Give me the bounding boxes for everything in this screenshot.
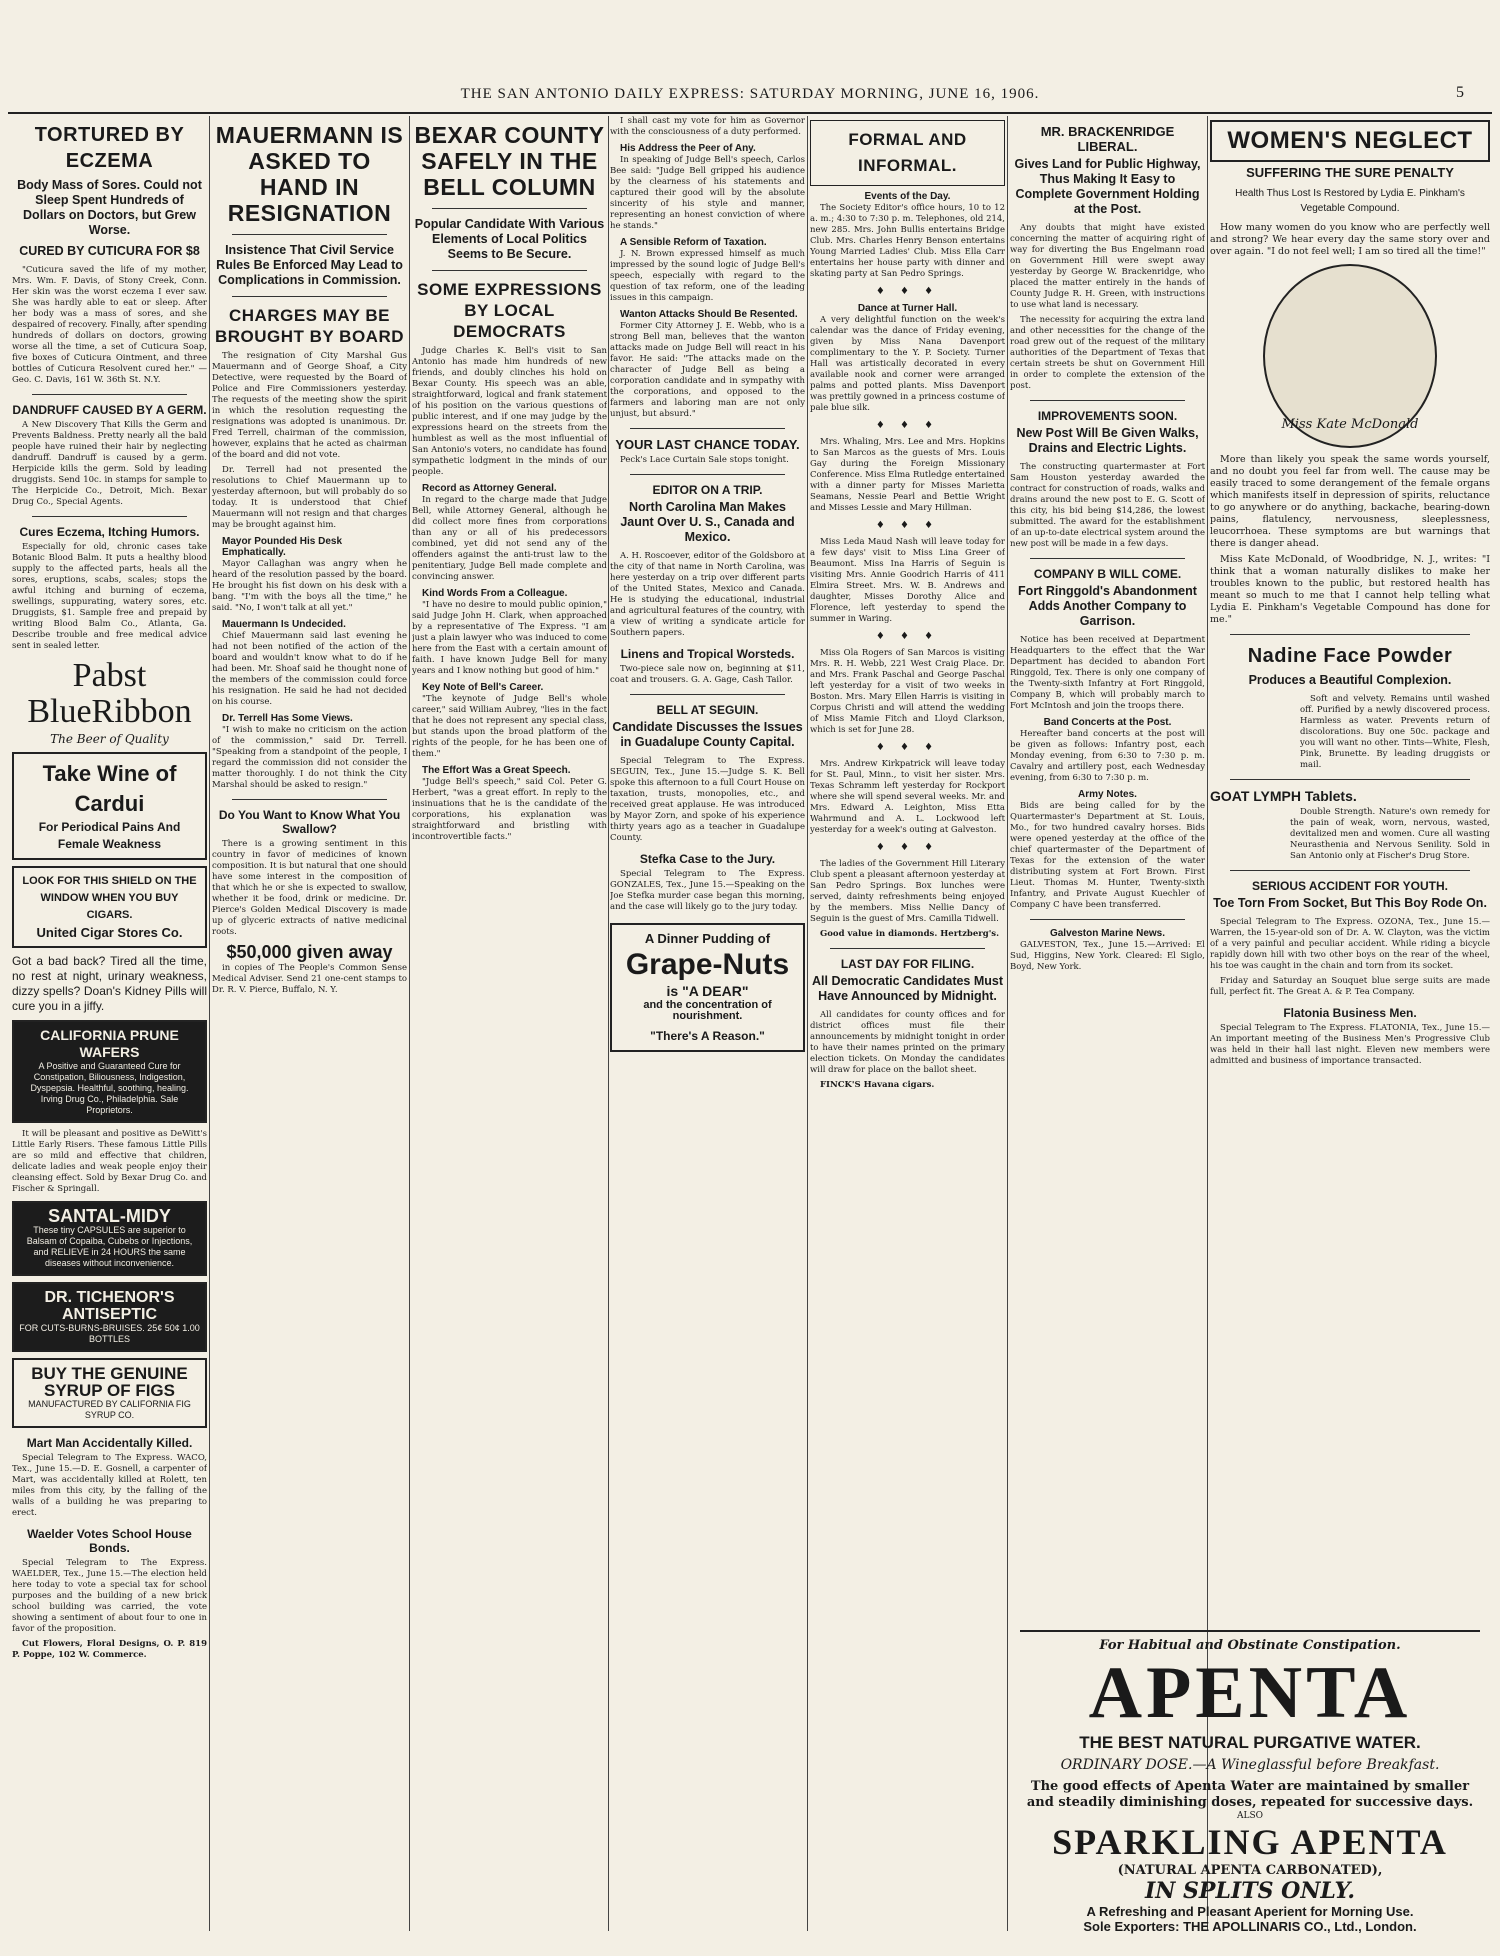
bexar-subhead: Popular Candidate With Various Elements of Local Politics Seems to Be Secure.: [414, 217, 605, 261]
dance-body: A very delightful function on the week's calendar was the dance of Friday evening, given by Miss Nana Davenport complimentary to the Y. P. Society. Turner Hall was artistically decorated in every available nook and corner were arranged palms and potted plants. Miss Davenport was prettily gowned in a princess costume of pale blue silk.: [810, 315, 1005, 413]
column-5: [810, 116, 1005, 1931]
santal-title: SANTAL-MIDY: [48, 1206, 171, 1226]
army-body: Bids are being called for by the Quartermaster's Department at St. Louis, Mo., for two hundred cavalry horses. Bids were opened yesterday at the office of the chief quartermaster of the Department of Texas for the extension of the water distributing system at Fort Brown. First Lieut. Thomas M. Hunter, Twenty-sixth Infantry, and Private August Kuechler of Company C have been transferred.: [1010, 801, 1205, 910]
taxation-subhead: A Sensible Reform of Taxation.: [620, 237, 767, 248]
improvements-body: The constructing quartermaster at Fort Sam Houston yesterday awarded the contract for construction of roads, walks and drains around the new post to E. G. Scott of this city, his bid being $14,286, the lowest submitted. The award for the establishment of an up-to-date electrical system around the new post will be made in a few days.: [1010, 462, 1205, 549]
seguin-body: Special Telegram to The Express. SEGUIN, Tex., June 15.—Judge S. K. Bell spoke this afternoon to a full Court House on taxation, trusts, monopolies, etc., and received great applause. He was introduced by Mayor Zorn, and spoke of his experience thirty years ago as a teacher in Guadalupe County.: [610, 756, 805, 843]
apenta-body: The good effects of Apenta Water are maintained by smaller and steadily diminishing doses, repeated for successive days.: [1026, 1779, 1474, 1810]
apenta-dose: ORDINARY DOSE.—A Wineglassful before Breakfast.: [1060, 1757, 1440, 1773]
undecided-subhead: Mauermann Is Undecided.: [222, 619, 346, 630]
florist-ad: Cut Flowers, Floral Designs, O. P. 819 P. Poppe, 102 W. Commerce.: [12, 1639, 207, 1660]
society-body-4: Mrs. Andrew Kirkpatrick will leave today for St. Paul, Minn., to visit her sister. Mrs. Texas Schramm left yesterday for Rockport where she will spend several weeks. Mr. and Mrs. Edward A. Leighton, Miss Etta Wahrmund and A. L. Lockwood left yesterday for a week's outing at Galveston.: [810, 759, 1005, 835]
youth-body: Special Telegram to The Express. OZONA, Tex., June 15.—Warren, the 15-year-old son of Dr. A. W. Clayton, was the victim of a very painful and peculiar accident. While riding a bicycle rapidly down hill with two other boys on the rear of the wheel, his toe was caught in the chain and torn from its socket.: [1210, 917, 1490, 971]
pinkham-body-3: Miss Kate McDonald, of Woodbridge, N. J., writes: "I think that a woman naturally dislikes to make her troubles known to the public, but restored health has meant so much to me that I cannot help telling what Lydia E. Pinkham's Vegetable Compound has done for me.": [1210, 554, 1490, 625]
cardui-title: Take Wine of Cardui: [42, 761, 177, 816]
society-body-3: Miss Ola Rogers of San Marcos is visiting Mrs. R. H. Webb, 221 West Craig Place. Dr. and Mrs. Frank Paschal and George Paschal left yesterday for a visit of two weeks in Boston. Mrs. Mary Ellen Harris is visiting in Corpus Christi and will attend the wedding of Miss Mamie Fitch and Lloyd Clarkson, which is set for June 28.: [810, 648, 1005, 735]
divider: [830, 948, 985, 949]
pinkham-header-box: [1210, 120, 1490, 162]
record-subhead: Record as Attorney General.: [422, 483, 557, 494]
santal-midy-ad: [12, 1201, 207, 1276]
pinkham-subhead-2: Health Thus Lost Is Restored by Lydia E. Pinkham's Vegetable Compound.: [1235, 188, 1465, 214]
cigar-store-ad: [12, 866, 207, 948]
pinkham-body-2: More than likely you speak the same words yourself, and no doubt you feel far from well. The cause may be easily traced to some derangement of the female organs which manifests itself in depression of spirits, reluctance to go anywhere or do anything, backache, bearing-down pains, flatulency, nervousness, sleeplessness, leucorrhoea. These symptoms are but warnings that there is danger ahead.: [1210, 454, 1490, 549]
keynote-subhead: Key Note of Bell's Career.: [422, 682, 544, 693]
column-2: [212, 116, 407, 1931]
divider: [232, 296, 387, 297]
brackenridge-body-2: The necessity for acquiring the extra land and other necessities for the change of the road grew out of the request of the military authorities of the Department of Texas that certain streets be shut on Government Hill in order to complete the extension of the post.: [1010, 315, 1205, 391]
pierce-ad-headline: Do You Want to Know What You Swallow?: [218, 808, 401, 836]
goat-lymph-body: Double Strength. Nature's own remedy for the pain of weak, worn, nervous, wasted, devitalized men and women. Cure all wasting Neurasthenia and Nervous Senility. Sold in San Antonio only at Fischer's Drug Store.: [1290, 807, 1490, 861]
society-body-5: The ladies of the Government Hill Literary Club spent a pleasant afternoon yesterday at San Pedro Springs. Box lunches were served, dainty refreshments being enjoyed by the members. Miss Nellie Dancy of Seguin is the guest of Mrs. Camilla Tidwell.: [810, 859, 1005, 924]
ornament: ♦ ♦ ♦: [875, 842, 940, 853]
divider: [1030, 919, 1185, 920]
apenta-splits: IN SPLITS ONLY.: [1144, 1878, 1356, 1904]
divider: [1230, 634, 1470, 635]
linens-body: Two-piece sale now on, beginning at $11, coat and trousers. G. A. Gage, Cash Tailor.: [610, 664, 805, 685]
stefka-headline: Stefka Case to the Jury.: [639, 852, 776, 866]
bexar-body-2: In regard to the charge made that Judge Bell, while Attorney General, although he did collect more fines from corporations than any or all of his predecessors combined, yet did not send any of the offenders against the anti-trust law to the penitentiary, Judge Bell made complete and convincing answer.: [412, 495, 607, 582]
band-body: Hereafter band concerts at the post will be given as follows: Infantry post, each Monday evening, from 6:30 to 7:30 p. m. Cavalry and artillery post, each Wednesday evening, from 6:30 to 7:30 p. m.: [1010, 729, 1205, 783]
divider: [1230, 779, 1470, 780]
masthead-rule: [8, 112, 1492, 114]
divider: [630, 428, 785, 429]
column-1: [12, 116, 207, 1931]
brackenridge-headline: MR. BRACKENRIDGE LIBERAL.: [1040, 124, 1175, 154]
filing-subhead: All Democratic Candidates Must Have Announced by Midnight.: [812, 974, 1004, 1003]
column-divider: [1007, 116, 1008, 1931]
cigar-store-name: United Cigar Stores Co.: [36, 925, 183, 940]
sparkling-apenta-title: SPARKLING APENTA: [1052, 1822, 1448, 1862]
grape-nuts-line-3: and the concentration of nourishment.: [643, 999, 772, 1022]
santal-body: These tiny CAPSULES are superior to Balsam of Copaiba, Cubebs or Injections, and RELIEVE in 24 HOURS the same diseases without inconvenience.: [26, 1225, 193, 1268]
mauermann-body-3: Mayor Callaghan was angry when he heard of the resolution passed by the board. He brought his fist down on his desk with a bang. "I'm with the boys all the time," he said. "No, I won't talk at all yet.": [212, 559, 407, 613]
band-subhead: Band Concerts at the Post.: [1043, 717, 1172, 728]
mauermann-body-5: "I wish to make no criticism on the action of the commission," said Dr. Terrell. "Speaking from a standpoint of the people, I regard the commission did not consider the matter thoroughly. I do not think the City Marshal should be asked to resign.": [212, 725, 407, 790]
colleague-subhead: Kind Words From a Colleague.: [422, 588, 568, 599]
ringgold-body: Notice has been received at Department Headquarters to the effect that the War Department has decided to abandon Fort Ringgold, Tex. There is only one company of the Twenty-sixth Infantry at Fort Ringgold, Company B, which will probably march to Fort McIntosh and join the troops there.: [1010, 635, 1205, 711]
ringgold-subhead: Fort Ringgold's Abandonment Adds Another Company to Garrison.: [1018, 584, 1197, 628]
flatonia-body: Special Telegram to The Express. FLATONIA, Tex., June 15.—An important meeting of the Business Men's Progressive Club was held in their hall last night. Eleven new members were admitted and business of importance transacted.: [1210, 1023, 1490, 1066]
column-4: [610, 116, 805, 1931]
dandruff-headline: DANDRUFF CAUSED BY A GERM.: [12, 403, 207, 417]
cuticura-body: "Cuticura saved the life of my mother, Mrs. Wm. F. Davis, of Stony Creek, Conn. Her skin was the worst eczema I ever saw. She was hardly able to eat or sleep. After her body was a mass of sores, and she despaired of recovery. Finally, after spending hundreds of dollars on doctors, growing worse all the time, a set of Cuticura Soap, five boxes of Cuticura Ointment, and three bottles of Cuticura Resolvent cured her." — Geo. C. Davis, 161 W. 36th St. N.Y.: [12, 265, 207, 385]
column-3: [412, 116, 607, 1931]
bexar-headline: BEXAR COUNTY SAFELY IN THE BELL COLUMN: [414, 122, 605, 200]
tea-company-ad: Friday and Saturday an Souquet blue serge suits are made full, perfect fit. The Great A. & P. Tea Company.: [1210, 976, 1490, 997]
events-body: The Society Editor's office hours, 10 to 12 a. m.; 4:30 to 7:30 p. m. Telephones, old 214, new 285. Mrs. John Bullis entertains Bridge Club. Mrs. Charles Henry Benson entertains Young Married Ladies' Club. Miss Ella Carr entertains her house party with dinner and skating party at San Pedro Springs.: [810, 203, 1005, 279]
divider: [32, 394, 187, 395]
expressions-headline: SOME EXPRESSIONS BY LOCAL DEMOCRATS: [417, 280, 602, 341]
column-divider: [209, 116, 210, 1931]
cuticura-subhead: CURED BY CUTICURA FOR $8: [19, 244, 200, 258]
mauermann-body-1: The resignation of City Marshal Gus Mauermann and of George Shoaf, a City Detective, were requested by the Board of Police and Fire Commissioners yesterday. The requests of the meeting show the spirit in which the resolution requesting the resignations was adopted is unanimous. Dr. Fred Terrell, chairman of the commission, however, explains that he acted as chairman of the board and did not vote.: [212, 351, 407, 460]
society-header-box: [810, 120, 1005, 186]
column-divider: [807, 116, 808, 1931]
prune-wafers-ad: [12, 1020, 207, 1123]
pabst-ad-title: Pabst BlueRibbon: [27, 657, 192, 730]
ornament: ♦ ♦ ♦: [875, 286, 940, 297]
society-headline: FORMAL AND INFORMAL.: [848, 130, 967, 175]
apenta-carbonated: (NATURAL APENTA CARBONATED),: [1117, 1863, 1383, 1878]
cigar-shield-text: LOOK FOR THIS SHIELD ON THE WINDOW WHEN YOU BUY CIGARS.: [22, 875, 197, 921]
eczema-headline: TORTURED BY ECZEMA: [34, 124, 185, 172]
nadine-body: Soft and velvety. Remains until washed off. Purified by a newly discovered process. Harmless as water. Prevents return of discolorations. Buy one 50c. package and you will want no other. Tints—White, Flesh, Pink, Brunette. By leading druggists or mail.: [1300, 694, 1490, 770]
grape-nuts-title: Grape-Nuts: [625, 948, 790, 981]
bell-body-4: Former City Attorney J. E. Webb, who is a strong Bell man, believes that the wanton attacks made on Judge Bell will react in his favor. He said: "The attacks made on the character of Judge Bell as being a corporation candidate and in sympathy with the corporations, and opposed to the farmers and laboring man are not only unjust, but absurd.": [610, 321, 805, 419]
pabst-ad-slogan: The Beer of Quality: [50, 732, 169, 746]
column-divider: [409, 116, 410, 1931]
apenta-exporters: Sole Exporters: THE APOLLINARIS CO., Ltd., London.: [1083, 1919, 1417, 1934]
filing-body: All candidates for county offices and for district offices must file their announcements by midnight tonight in order to have their names printed on the primary election tickets. On Monday the candidates will draw for place on the ballot sheet.: [810, 1010, 1005, 1075]
bexar-body-1: Judge Charles K. Bell's visit to San Antonio has made him hundreds of new friends, and doubly clinches his hold on Bexar County. His speech was an able, straightforward, logical and frank statement of his position on the various questions of public interest, and if one may judge by the expressions heard on the streets from the humblest as well as the most influential of San Antonio's voters, no candidate has found sympathetic lodgment in the minds of our people.: [412, 346, 607, 477]
dandruff-body: A New Discovery That Kills the Germ and Prevents Baldness. Pretty nearly all the bald people have ruined their hair by neglecting dandruff. Dandruff is caused by a germ. Herpicide kills the germ. Sold by leading druggists. Send 10c. in stamps for sample to The Herpicide Co., Detroit, Mich. Bexar Drug Co., Special Agents.: [12, 420, 207, 507]
grape-nuts-reason: "There's A Reason.": [650, 1029, 765, 1043]
divider: [1030, 400, 1185, 401]
bexar-body-3: "I have no desire to mould public opinion," said Judge John H. Clark, when approached by a representative of The Express. "I am just a plain lawyer who was induced to come here from the East with a certain amount of faith. I have known Judge Bell for many years and I know nothing but good of him.": [412, 600, 607, 676]
portrait-image: [1263, 264, 1437, 448]
tichenor-ad: [12, 1282, 207, 1352]
finck-ad: FINCK'S Havana cigars.: [820, 1080, 935, 1090]
charges-headline: CHARGES MAY BE BROUGHT BY BOARD: [214, 306, 405, 346]
apenta-title: APENTA: [1088, 1652, 1412, 1734]
prune-title: CALIFORNIA PRUNE WAFERS: [40, 1027, 179, 1060]
mauermann-body-2: Dr. Terrell had not presented the resolutions to Chief Mauermann up to yesterday afternoon, but will probably do so today. It is understood that Chief Mauermann will not resign and that charges may be brought against him.: [212, 465, 407, 530]
masthead: [0, 78, 1500, 112]
attacks-subhead: Wanton Attacks Should Be Resented.: [620, 309, 798, 320]
youth-headline: SERIOUS ACCIDENT FOR YOUTH.: [1251, 879, 1448, 893]
bell-body-1: I shall cast my vote for him as Governor with the consciousness of a duty performed.: [610, 116, 805, 137]
balm-headline: Cures Eczema, Itching Humors.: [19, 525, 200, 539]
divider: [232, 799, 387, 800]
company-b-headline: COMPANY B WILL COME.: [1033, 567, 1182, 581]
marine-body: GALVESTON, Tex., June 15.—Arrived: El Sud, Higgins, New York. Cleared: El Siglo, Boyd, New York.: [1010, 940, 1205, 972]
page-number: 5: [1456, 84, 1464, 101]
pierce-ad-body: There is a growing sentiment in this country in favor of medicines of known composition. It is but natural that one should have some interest in the composition of that which he or she is expected to swallow, whether it be food, drink or medicine. Dr. Pierce's Golden Medical Discovery is made up of glyceric extracts of native medicinal roots.: [212, 839, 407, 937]
pierce-ad-body-2: in copies of The People's Common Sense Medical Adviser. Send 21 one-cent stamps to Dr. R. V. Pierce, Buffalo, N. Y.: [212, 963, 407, 995]
apenta-subtitle: THE BEST NATURAL PURGATIVE WATER.: [1079, 1733, 1421, 1752]
ornament: ♦ ♦ ♦: [875, 631, 940, 642]
divider: [1030, 558, 1185, 559]
nadine-headline: Nadine Face Powder: [1247, 645, 1453, 667]
divider: [432, 208, 587, 209]
tichenor-sub: FOR CUTS-BURNS-BRUISES. 25¢ 50¢ 1.00 BOTTLES: [19, 1323, 200, 1344]
divider: [1020, 1630, 1480, 1632]
divider: [32, 516, 187, 517]
column-divider: [608, 116, 609, 1931]
balm-body: Especially for old, chronic cases take Botanic Blood Balm. It puts a healthy blood supply to the affected parts, heals all the sores, eruptions, scabs, scales; stops the awful itching and burning of eczema, swellings, suppurating, watery sores, etc. Druggists, $1. Sample free and prepaid by writing Blood Balm Co., Atlanta, Ga. Describe trouble and free medical advice sent in sealed letter.: [12, 542, 207, 651]
seguin-subhead: Candidate Discusses the Issues in Guadalupe County Capital.: [612, 720, 803, 749]
bexar-body-5: "Judge Bell's speech," said Col. Peter G. Herbert, "was a great effort. In reply to the insinuations that he is the candidate of the corporations, his explanation was straightforward and bristling with incontrovertible facts.": [412, 777, 607, 842]
waelder-body: Special Telegram to The Express. WAELDER, Tex., June 15.—The election held here today to vote a special tax for school purposes and the building of a new brick school building was carried, the vote showing a sentiment of about four to one in favor of the proposition.: [12, 1558, 207, 1634]
ornament: ♦ ♦ ♦: [875, 742, 940, 753]
events-subhead: Events of the Day.: [864, 191, 951, 202]
divider: [630, 694, 785, 695]
editor-body: A. H. Roscoever, editor of the Goldsboro at the city of that name in North Carolina, was here yesterday on a trip over different parts of the United States, Mexico and Canada. He is studying the educational, industrial and agricultural features of the country, with a view of writing a syndicate article for Southern papers.: [610, 551, 805, 638]
army-subhead: Army Notes.: [1078, 789, 1137, 800]
filing-headline: LAST DAY FOR FILING.: [840, 957, 975, 971]
dance-subhead: Dance at Turner Hall.: [857, 303, 958, 314]
address-subhead: His Address the Peer of Any.: [620, 143, 756, 154]
last-chance-headline: YOUR LAST CHANCE TODAY.: [615, 437, 800, 452]
society-body-2: Miss Leda Maud Nash will leave today for a few days' visit to Miss Lina Greer of Beaumont. Miss Ina Harris of Seguin is visiting Mrs. Annie Goodrich Harris of 411 Elmira Street. Mrs. W. B. Andrews and daughter, Misses Dorothy Alice and Florence, left yesterday to spend the summer in Waring.: [810, 537, 1005, 624]
pierce-ad-offer: $50,000 given away: [226, 942, 393, 962]
divider: [1230, 870, 1470, 871]
divider: [232, 234, 387, 235]
pinkham-subhead: SUFFERING THE SURE PENALTY: [1246, 165, 1454, 180]
grape-nuts-line-2: is "A DEAR": [666, 983, 749, 999]
grape-nuts-ad: [610, 923, 805, 1052]
waelder-headline: Waelder Votes School House Bonds.: [27, 1527, 192, 1555]
bell-body-3: J. N. Brown expressed himself as much impressed by the sound logic of Judge Bell's speech, especially with regard to the question of tax reform, one of the leading issues in this campaign.: [610, 249, 805, 303]
editor-headline: EDITOR ON A TRIP.: [652, 483, 763, 497]
youth-subhead: Toe Torn From Socket, But This Boy Rode On.: [1213, 896, 1487, 910]
editor-subhead: North Carolina Man Makes Jaunt Over U. S., Canada and Mexico.: [620, 500, 795, 544]
ornament: ♦ ♦ ♦: [875, 420, 940, 431]
figs-sub: MANUFACTURED BY CALIFORNIA FIG SYRUP CO.: [28, 1399, 191, 1420]
ornament: ♦ ♦ ♦: [875, 520, 940, 531]
column-7: [1210, 116, 1490, 1626]
terrell-subhead: Dr. Terrell Has Some Views.: [222, 713, 353, 724]
seguin-headline: BELL AT SEGUIN.: [656, 703, 759, 717]
mauermann-body-4: Chief Mauermann said last evening he had not been notified of the action of the board and wouldn't know what to do if he had been. Mr. Shoaf said he thought none of the members of the commission could force his resignation. He said he had not decided on his course.: [212, 631, 407, 707]
goat-lymph-headline: GOAT LYMPH Tablets.: [1210, 788, 1357, 804]
mart-headline: Mart Man Accidentally Killed.: [26, 1436, 193, 1450]
portrait-caption: Miss Kate McDonald: [1281, 417, 1419, 432]
dewitt-ad: It will be pleasant and positive as DeWitt's Little Early Risers. These famous Little Pills are so mild and effective that children, delicate ladies and weak people enjoy their cleansing effect. Sold by Bexar Drug Co. and Fischer & Springall.: [12, 1129, 207, 1194]
apenta-aperient: A Refreshing and Pleasant Aperient for Morning Use.: [1086, 1904, 1414, 1919]
pinkham-body-1: How many women do you know who are perfectly well and strong? We hear every day the same story over and over again. "I do not feel well; I am so tired all the time!": [1210, 222, 1490, 257]
bell-body-2: In speaking of Judge Bell's speech, Carlos Bee said: "Judge Bell gripped his audience by the clearness of his statements and captured their good will by the absolute sincerity of his style and manner, representing an honest conviction of where he stands.": [610, 155, 805, 231]
syrup-of-figs-ad: [12, 1358, 207, 1428]
effort-subhead: The Effort Was a Great Speech.: [422, 765, 571, 776]
marine-subhead: Galveston Marine News.: [1049, 928, 1166, 939]
improvements-headline: IMPROVEMENTS SOON.: [1037, 409, 1178, 423]
grape-nuts-line-1: A Dinner Pudding of: [644, 931, 771, 946]
cardui-ad: [12, 752, 207, 860]
pinkham-headline: WOMEN'S NEGLECT: [1227, 127, 1473, 154]
apenta-tagline: For Habitual and Obstinate Constipation.: [1099, 1638, 1401, 1653]
column-6: [1010, 116, 1205, 1626]
cardui-sub: For Periodical Pains And Female Weakness: [38, 820, 181, 851]
stefka-body: Special Telegram to The Express. GONZALES, Tex., June 15.—Speaking on the Joe Stefka murder case began this morning, and the case will likely go to the jury today.: [610, 869, 805, 912]
brackenridge-body-1: Any doubts that might have existed concerning the matter of acquiring right of way for diverting the Bus Engelmann road on Government Hill were swept away yesterday by George W. Brackenridge, who placed the matter entirely in the hands of County Judge R. H. Green, with instructions to use what land is necessary.: [1010, 223, 1205, 310]
tichenor-title: DR. TICHENOR'S ANTISEPTIC: [44, 1289, 175, 1323]
brackenridge-subhead: Gives Land for Public Highway, Thus Making It Easy to Complete Government Holding at the Post.: [1014, 157, 1201, 216]
divider: [432, 270, 587, 271]
linens-headline: Linens and Tropical Worsteds.: [620, 647, 795, 661]
bexar-body-4: "The keynote of Judge Bell's whole career," said William Aubrey, "lies in the fact that he does not represent any special class, but stands upon the broad platform of the rights of the people, for he has been one of them.": [412, 694, 607, 759]
figs-title: BUY THE GENUINE SYRUP OF FIGS: [31, 1364, 188, 1400]
mauermann-subhead: Insistence That Civil Service Rules Be Enforced May Lead to Complications in Commission.: [216, 243, 403, 287]
last-chance-body: Peck's Lace Curtain Sale stops tonight.: [620, 455, 789, 465]
divider: [630, 474, 785, 475]
diamonds-ad: Good value in diamonds. Hertzberg's.: [820, 929, 1000, 939]
apenta-also: ALSO: [1236, 1811, 1264, 1821]
nadine-subhead: Produces a Beautiful Complexion.: [1248, 673, 1452, 687]
masthead-title: THE SAN ANTONIO DAILY EXPRESS: SATURDAY MORNING, JUNE 16, 1906.: [460, 86, 1040, 102]
doan-ad: Got a bad back? Tired all the time, no rest at night, urinary weakness, dizzy spells? Doan's Kidney Pills will cure you in a jiffy.: [12, 954, 207, 1013]
improvements-subhead: New Post Will Be Given Walks, Drains and Electric Lights.: [1016, 426, 1199, 455]
mart-body: Special Telegram to The Express. WACO, Tex., June 15.—D. E. Gosnell, a carpenter of Mart, was accidentally killed at Rolett, ten miles from this city, by the falling of the walls of a building he was preparing to erect.: [12, 1453, 207, 1518]
mauermann-headline: MAUERMANN IS ASKED TO HAND IN RESIGNATION: [215, 122, 404, 226]
flatonia-headline: Flatonia Business Men.: [1283, 1006, 1417, 1020]
society-body-1: Mrs. Whaling, Mrs. Lee and Mrs. Hopkins to San Marcos as the guests of Mrs. Louis Gay during the Foreign Missionary Conference. Miss Elma Rutledge entertained with a dinner party for Misses Marietta Seamans, Nessie Pearl and Bettie Wright and Misses Lessie and Mary Hillman.: [810, 437, 1005, 513]
apenta-ad: [1010, 1630, 1490, 1934]
prune-body: A Positive and Guaranteed Cure for Constipation, Biliousness, Indigestion, Dyspepsia. Healthful, soothing, healing. Irving Drug Co., Philadelphia. Sale Proprietors.: [30, 1061, 189, 1115]
eczema-subhead: Body Mass of Sores. Could not Sleep Spent Hundreds of Dollars on Doctors, but Grew Worse.: [17, 178, 202, 237]
mayor-subhead: Mayor Pounded His Desk Emphatically.: [222, 536, 343, 558]
